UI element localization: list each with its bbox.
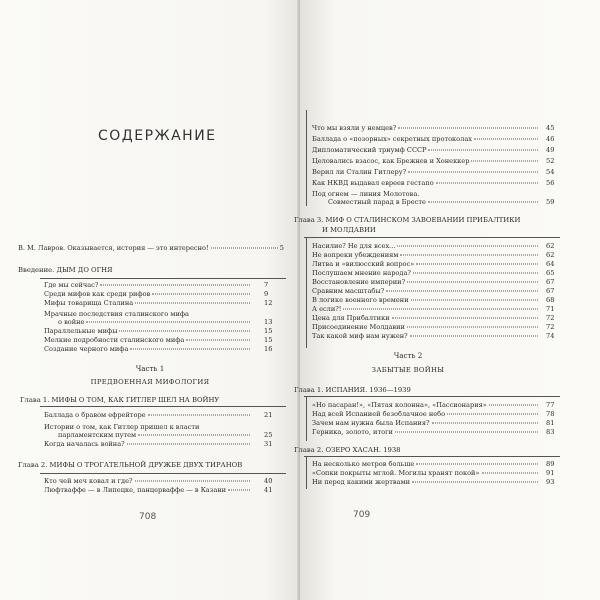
toc-page: 83 xyxy=(546,428,555,436)
toc-entry: Послушаем мнение народа? xyxy=(312,269,540,277)
toc-page: 9 xyxy=(264,290,269,298)
page-number: 709 xyxy=(353,510,371,520)
toc-page: 77 xyxy=(546,401,555,409)
introduction-heading: Введение. ДЫМ ДО ОГНЯ xyxy=(18,266,113,274)
toc-page: 81 xyxy=(546,419,555,427)
toc-page: 64 xyxy=(546,260,555,268)
toc-entry: Над всей Испанией безоблачное небо xyxy=(312,410,540,418)
toc-page: 13 xyxy=(264,318,273,326)
chapter-heading: Глава 3. МИФ О СТАЛИНСКОМ ЗАВОЕВАНИИ ПРИБАЛТИКИ xyxy=(294,216,521,224)
toc-page: 21 xyxy=(264,411,273,419)
toc-entry: Мифы товарища Сталина xyxy=(44,299,252,307)
toc-entry: Под огнем — линия Молотова. xyxy=(312,190,420,198)
toc-page: 40 xyxy=(264,477,273,485)
toc-page: 72 xyxy=(546,323,555,331)
toc-page: 91 xyxy=(546,469,555,477)
toc-page: 56 xyxy=(546,179,555,187)
toc-page: 65 xyxy=(546,269,555,277)
toc-entry: Не вопреки убеждениям xyxy=(312,251,540,259)
toc-entry: Параллельные мифы xyxy=(44,327,252,335)
toc-entry: Где мы сейчас? xyxy=(44,281,252,289)
toc-entry: Баллада о бравом ефрейторе xyxy=(44,411,252,419)
toc-entry: Кто чей меч ковал и где? xyxy=(44,477,252,485)
toc-page: 15 xyxy=(264,336,273,344)
toc-entry: Присоединение Молдавии xyxy=(312,323,540,331)
toc-entry: Целовались взасос, как Брежнев и Хонеккер xyxy=(312,157,540,165)
toc-page: 49 xyxy=(546,146,555,154)
toc-entry: «Но пасаран!», «Пятая колонна», «Пассионария» xyxy=(312,401,540,409)
toc-entry: Мелкие подробности сталинского мифа xyxy=(44,336,252,344)
toc-page: 72 xyxy=(546,314,555,322)
toc-entry: Герника, золото, итоги xyxy=(312,428,540,436)
toc-entry-title: В. М. Лавров. Оказывается, история — это интересно! xyxy=(18,244,209,252)
toc-page: 12 xyxy=(264,299,273,307)
toc-page: 7 xyxy=(264,281,269,289)
part-label: Часть 1 xyxy=(135,364,165,373)
toc-entry: Дипломатический триумф СССР xyxy=(312,146,540,154)
toc-page: 78 xyxy=(546,410,555,418)
part-label: Часть 2 xyxy=(393,351,423,360)
toc-page: 45 xyxy=(546,124,555,132)
toc-entry: Когда началась война? xyxy=(44,440,252,448)
toc-page: 93 xyxy=(546,478,555,486)
toc-page: 46 xyxy=(546,135,555,143)
toc-page: 31 xyxy=(264,440,273,448)
toc-page: 89 xyxy=(546,460,555,468)
toc-entry: Зачем нам нужна была Испания? xyxy=(312,419,540,427)
toc-page: 52 xyxy=(546,157,555,165)
toc-entry-cont: Совместный парад в Бресте xyxy=(328,198,540,206)
toc-page: 59 xyxy=(546,198,555,206)
toc-entry: На несколько метров больше xyxy=(312,460,540,468)
toc-entry: Создание черного мифа xyxy=(44,345,252,353)
toc-page: 41 xyxy=(264,486,273,494)
toc-entry: Баллада о «позорных» секретных протоколах xyxy=(312,135,540,143)
toc-entry-cont: парламентским путем xyxy=(58,431,252,439)
chapter-heading: Глава 1. МИФЫ О ТОМ, КАК ГИТЛЕР ШЕЛ НА ВОЙНУ xyxy=(20,396,220,404)
toc-entry: Как НКВД выдавал евреев гестапо xyxy=(312,179,540,187)
chapter-heading: Глава 2. МИФЫ О ТРОГАТЕЛЬНОЙ ДРУЖБЕ ДВУХ ТИРАНОВ xyxy=(18,461,243,469)
toc-page: 67 xyxy=(546,278,555,286)
right-page xyxy=(294,0,600,600)
toc-entry: Так какой миф нам нужен? xyxy=(312,332,540,340)
toc-entry: Ни перед какими жертвами xyxy=(312,478,540,486)
toc-entry: Верил ли Сталин Гитлеру? xyxy=(312,168,540,176)
part-title: ПРЕДВОЕННАЯ МИФОЛОГИЯ xyxy=(90,378,210,386)
toc-page: 25 xyxy=(264,431,273,439)
toc-entry: А если?! xyxy=(312,305,540,313)
toc-entry: Сравним масштабы? xyxy=(312,287,540,295)
toc-entry: В логике военного времени xyxy=(312,296,540,304)
toc-entry: Насилие? Не для всех... xyxy=(312,242,540,250)
toc-page: 71 xyxy=(546,305,555,313)
toc-entry-intro xyxy=(18,244,284,252)
toc-entry: Восстановление империи? xyxy=(312,278,540,286)
toc-page: 15 xyxy=(264,327,273,335)
toc-entry: Цена для Прибалтики xyxy=(312,314,540,322)
toc-entry-page: 5 xyxy=(279,244,284,252)
toc-entry: Что мы взяли у немцев? xyxy=(312,124,540,132)
toc-entry: Литва и «вилюсский вопрос» xyxy=(312,260,540,268)
toc-entry: Люфтваффе — в Липецке, панцерваффе — в Казани xyxy=(44,486,252,494)
toc-page: 54 xyxy=(546,168,555,176)
contents-title: СОДЕРЖАНИЕ xyxy=(98,128,217,144)
toc-page: 68 xyxy=(546,296,555,304)
toc-entry-cont: о войне xyxy=(58,318,252,326)
page-number: 708 xyxy=(139,512,157,522)
toc-entry: «Сопки покрыты мглой. Могилы хранят покой» xyxy=(312,469,540,477)
toc-page: 62 xyxy=(546,251,555,259)
chapter-heading-cont: И МОЛДАВИИ xyxy=(322,226,376,234)
toc-page: 16 xyxy=(264,345,273,353)
toc-page: 67 xyxy=(546,287,555,295)
toc-entry: Среди мифов как среди рифов xyxy=(44,290,252,298)
toc-entry: Истории о том, как Гитлер пришел к власти xyxy=(44,423,200,431)
toc-page: 74 xyxy=(546,332,555,340)
part-title: ЗАБЫТЫЕ ВОЙНЫ xyxy=(371,366,445,374)
toc-entry: Мрачные последствия сталинского мифа xyxy=(44,310,189,318)
chapter-heading: Глава 2. ОЗЕРО ХАСАН. 1938 xyxy=(294,446,401,454)
chapter-heading: Глава 1. ИСПАНИЯ. 1936—1939 xyxy=(294,386,411,394)
toc-page: 62 xyxy=(546,242,555,250)
